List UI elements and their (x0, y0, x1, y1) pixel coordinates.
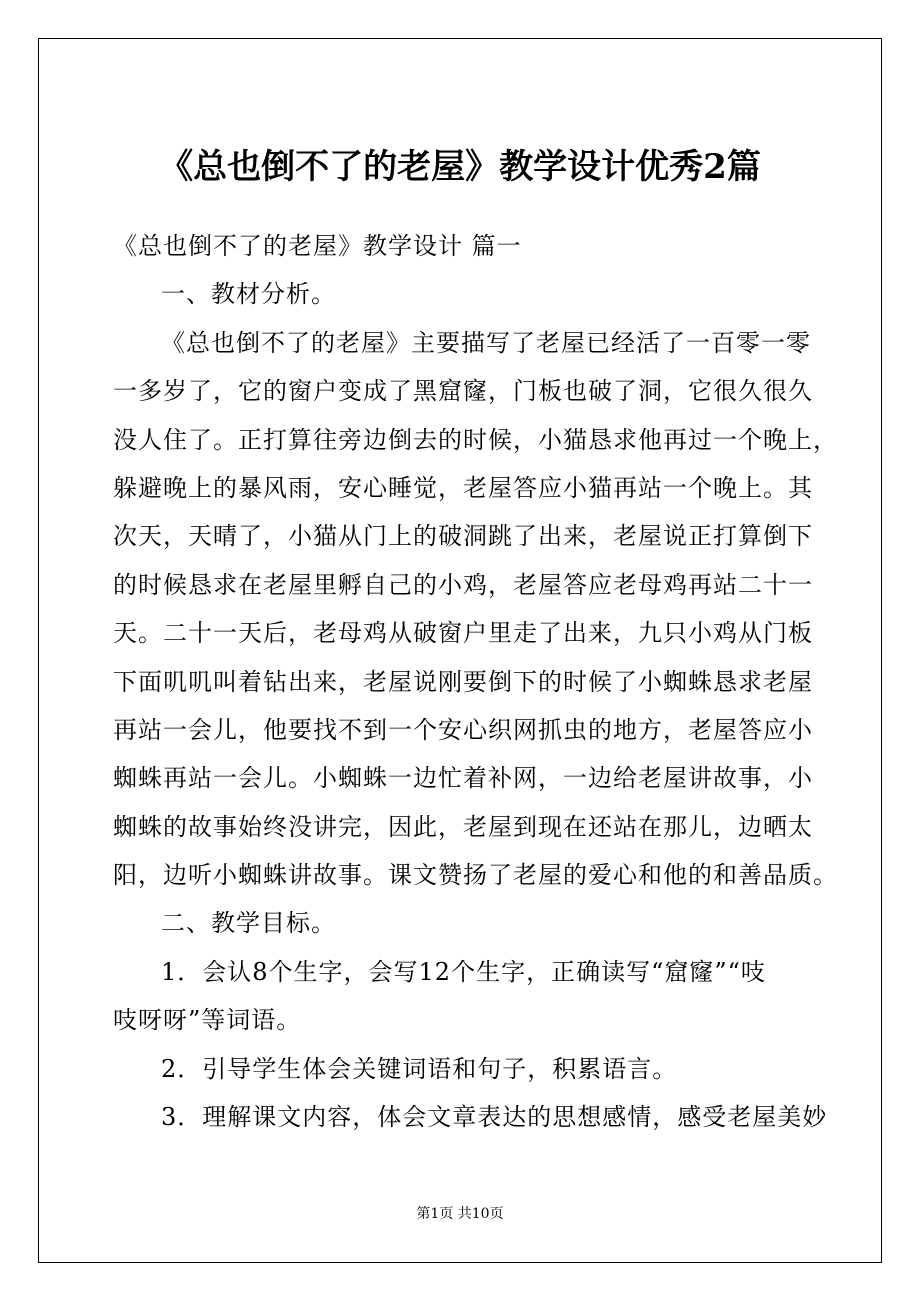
text-line: 次天，天晴了，小猫从门上的破洞跳了出来，老屋说正打算倒下 (113, 522, 813, 551)
text-line: 2．引导学生体会关键词语和句子，积累语言。 (161, 1054, 678, 1083)
text-line: 一、教材分析。 (161, 280, 336, 309)
text-line: 二、教学目标。 (161, 909, 336, 938)
text-line: 3．理解课文内容，体会文章表达的思想感情，感受老屋美妙 (161, 1103, 828, 1132)
text-line: 躲避晚上的暴风雨，安心睡觉，老屋答应小猫再站一个晚上。其 (113, 473, 813, 502)
text-line: 阳，边听小蜘蛛讲故事。课文赞扬了老屋的爱心和他的和善品质。 (113, 861, 838, 890)
text-line: 天。二十一天后，老母鸡从破窗户里走了出来，九只小鸡从门板 (113, 619, 813, 648)
document-title: 《总也倒不了的老屋》教学设计优秀2篇 (159, 147, 761, 187)
text-line: 1．会认8个生字，会写12个生字，正确读写“窟窿”“吱 (161, 957, 766, 986)
text-line: 一多岁了，它的窗户变成了黑窟窿，门板也破了洞，它很久很久 (113, 377, 813, 406)
text-line: 没人住了。正打算往旁边倒去的时候，小猫恳求他再过一个晚上， (113, 425, 838, 454)
document-body (113, 222, 838, 1141)
text-line: 《总也倒不了的老屋》教学设计 篇一 (113, 232, 522, 260)
text-line: 蜘蛛再站一会儿。小蜘蛛一边忙着补网，一边给老屋讲故事，小 (113, 764, 813, 793)
page-footer: 第1页 共10页 (416, 1206, 504, 1222)
text-line: 吱呀呀”等词语。 (113, 1006, 302, 1035)
text-line: 《总也倒不了的老屋》主要描写了老屋已经活了一百零一零 (161, 328, 811, 357)
text-line: 下面叽叽叫着钻出来，老屋说刚要倒下的时候了小蜘蛛恳求老屋 (113, 667, 813, 696)
text-line: 再站一会儿，他要找不到一个安心织网抓虫的地方，老屋答应小 (113, 715, 813, 744)
text-line: 的时候恳求在老屋里孵自己的小鸡，老屋答应老母鸡再站二十一 (113, 570, 813, 599)
text-line: 蜘蛛的故事始终没讲完，因此，老屋到现在还站在那儿，边晒太 (113, 812, 813, 841)
